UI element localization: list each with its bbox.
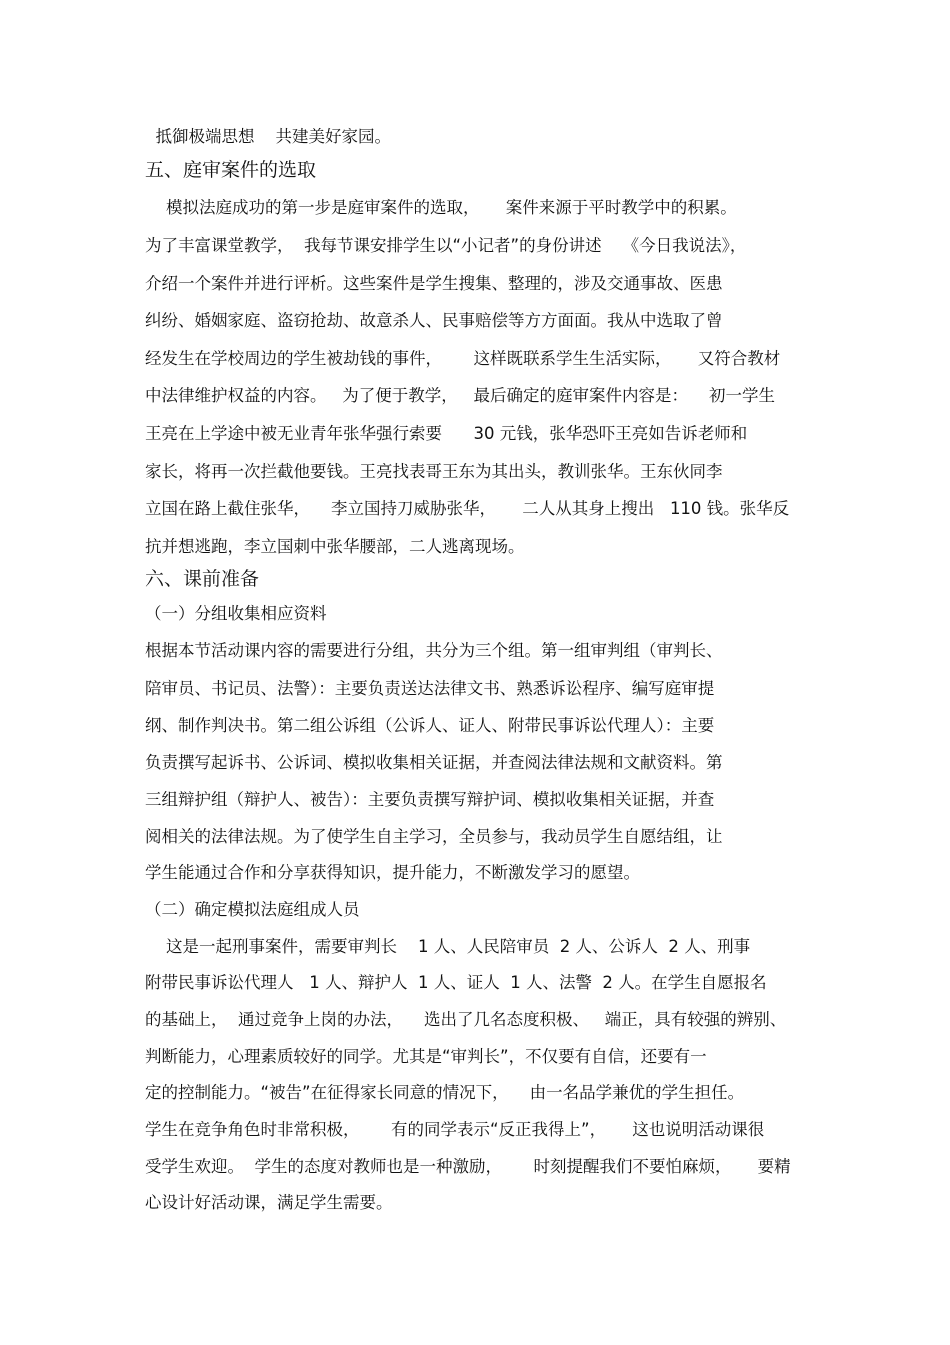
paragraph-line: 王亮在上学途中被无业青年张华强行索要 30 元钱，张华恐吓王亮如告诉老师和 xyxy=(145,424,748,443)
paragraph-line: 介绍一个案件并进行评析。这些案件是学生搜集、整理的，涉及交通事故、医患 xyxy=(145,274,723,293)
paragraph-line: 纲、制作判决书。第二组公诉组（公诉人、证人、附带民事诉讼代理人）：主要 xyxy=(145,716,715,735)
paragraph-line: 为了丰富课堂教学， 我每节课安排学生以“小记者”的身份讲述 《今日我说法》， xyxy=(145,236,747,255)
paragraph-line: 这是一起刑事案件，需要审判长 1 人、人民陪审员 2 人、公诉人 2 人、刑事 xyxy=(145,937,751,956)
section-heading: 五、庭审案件的选取 xyxy=(145,159,317,181)
paragraph-line: 心设计好活动课，满足学生需要。 xyxy=(145,1193,393,1212)
subsection-heading: （一）分组收集相应资料 xyxy=(145,604,327,623)
paragraph-line: 中法律维护权益的内容。 为了便于教学， 最后确定的庭审案件内容是： 初一学生 xyxy=(145,386,775,405)
paragraph-line: 阅相关的法律法规。为了使学生自主学习，全员参与，我动员学生自愿结组，让 xyxy=(145,827,723,846)
paragraph-line: 三组辩护组（辩护人、被告）：主要负责撰写辩护词、模拟收集相关证据，并查 xyxy=(145,790,715,809)
paragraph-line: 学生在竞争角色时非常积极， 有的同学表示“反正我得上”， 这也说明活动课很 xyxy=(145,1120,765,1139)
paragraph-line: 纠纷、婚姻家庭、盗窃抢劫、故意杀人、民事赔偿等方方面面。我从中选取了曾 xyxy=(145,311,723,330)
paragraph-line: 陪审员、书记员、法警）：主要负责送达法律文书、熟悉诉讼程序、编写庭审提 xyxy=(145,679,715,698)
paragraph-line: 受学生欢迎。 学生的态度对教师也是一种激励， 时刻提醒我们不要怕麻烦， 要精 xyxy=(145,1157,791,1176)
paragraph-line: 判断能力，心理素质较好的同学。尤其是“审判长”，不仅要有自信，还要有一 xyxy=(145,1047,707,1066)
paragraph-line: 经发生在学校周边的学生被劫钱的事件， 这样既联系学生生活实际， 又符合教材 xyxy=(145,349,781,368)
paragraph-line: 附带民事诉讼代理人 1 人、辩护人 1 人、证人 1 人、法警 2 人。在学生自愿报名 xyxy=(145,973,767,992)
paragraph-line: 模拟法庭成功的第一步是庭审案件的选取， 案件来源于平时教学中的积累。 xyxy=(145,198,737,217)
paragraph-line: 学生能通过合作和分享获得知识，提升能力，不断激发学习的愿望。 xyxy=(145,863,640,882)
subsection-heading: （二）确定模拟法庭组成人员 xyxy=(145,900,360,919)
paragraph-line: 根据本节活动课内容的需要进行分组，共分为三个组。第一组审判组（审判长、 xyxy=(145,641,723,660)
paragraph-line: 家长，将再一次拦截他要钱。王亮找表哥王东为其出头，教训张华。王东伙同李 xyxy=(145,462,723,481)
paragraph-line: 立国在路上截住张华， 李立国持刀威胁张华， 二人从其身上搜出 110 钱。张华反 xyxy=(145,499,790,518)
section-heading: 六、课前准备 xyxy=(145,568,260,590)
paragraph-line: 抵御极端思想 共建美好家园。 xyxy=(145,127,391,146)
paragraph-line: 定的控制能力。“被告”在征得家长同意的情况下， 由一名品学兼优的学生担任。 xyxy=(145,1083,745,1102)
paragraph-line: 负责撰写起诉书、公诉词、模拟收集相关证据，并查阅法律法规和文献资料。第 xyxy=(145,753,723,772)
paragraph-line: 的基础上， 通过竞争上岗的办法， 选出了几名态度积极、 端正，具有较强的辨别、 xyxy=(145,1010,787,1029)
paragraph-line: 抗并想逃跑，李立国刺中张华腰部，二人逃离现场。 xyxy=(145,537,525,556)
